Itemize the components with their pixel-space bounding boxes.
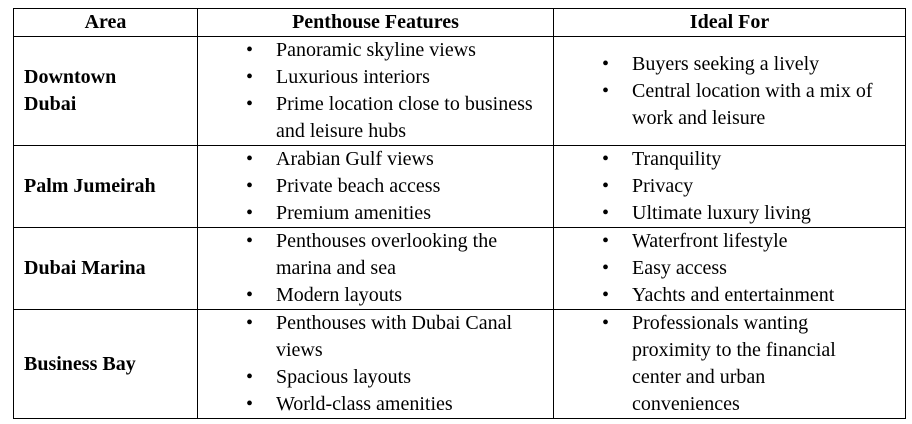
list-item: • Central location with a mix of work and leisure bbox=[632, 78, 899, 132]
list-item: • Tranquility bbox=[632, 146, 899, 173]
list-item: • Waterfront lifestyle bbox=[632, 228, 899, 255]
list-item: • Penthouses with Dubai Canal views bbox=[276, 310, 547, 364]
features-cell bbox=[198, 146, 554, 228]
list-item: • Prime location close to business and leisure hubs bbox=[276, 91, 547, 145]
area-cell: Palm Jumeirah bbox=[14, 146, 198, 228]
header-ideal: Ideal For bbox=[554, 9, 906, 37]
area-cell: Dubai Marina bbox=[14, 228, 198, 310]
list-item: • Arabian Gulf views bbox=[276, 146, 547, 173]
list-item: • Ultimate luxury living bbox=[632, 200, 899, 227]
table-row bbox=[14, 146, 906, 228]
table-row bbox=[14, 310, 906, 419]
header-row bbox=[14, 9, 906, 37]
list-item: • Buyers seeking a lively bbox=[632, 51, 899, 78]
table-row bbox=[14, 37, 906, 146]
list-item: • Panoramic skyline views bbox=[276, 37, 547, 64]
list-item: • Easy access bbox=[632, 255, 899, 282]
header-area: Area bbox=[14, 9, 198, 37]
areas-table bbox=[13, 8, 906, 419]
list-item: • Premium amenities bbox=[276, 200, 547, 227]
list-item: • Spacious layouts bbox=[276, 364, 547, 391]
area-cell: Business Bay bbox=[14, 310, 198, 419]
list-item: • Penthouses overlooking the marina and sea bbox=[276, 228, 547, 282]
ideal-cell bbox=[554, 228, 906, 310]
area-cell: Downtown Dubai bbox=[14, 37, 198, 146]
list-item: • Luxurious interiors bbox=[276, 64, 547, 91]
features-cell bbox=[198, 37, 554, 146]
ideal-cell bbox=[554, 37, 906, 146]
list-item: • World-class amenities bbox=[276, 391, 547, 418]
list-item: • Privacy bbox=[632, 173, 899, 200]
list-item: • Professionals wanting proximity to the financial center and urban conveniences bbox=[632, 310, 865, 418]
features-cell bbox=[198, 310, 554, 419]
list-item: • Private beach access bbox=[276, 173, 547, 200]
list-item: • Modern layouts bbox=[276, 282, 547, 309]
header-features: Penthouse Features bbox=[198, 9, 554, 37]
features-cell bbox=[198, 228, 554, 310]
list-item: • Yachts and entertainment bbox=[632, 282, 899, 309]
table-row bbox=[14, 228, 906, 310]
ideal-cell bbox=[554, 310, 906, 419]
ideal-cell bbox=[554, 146, 906, 228]
